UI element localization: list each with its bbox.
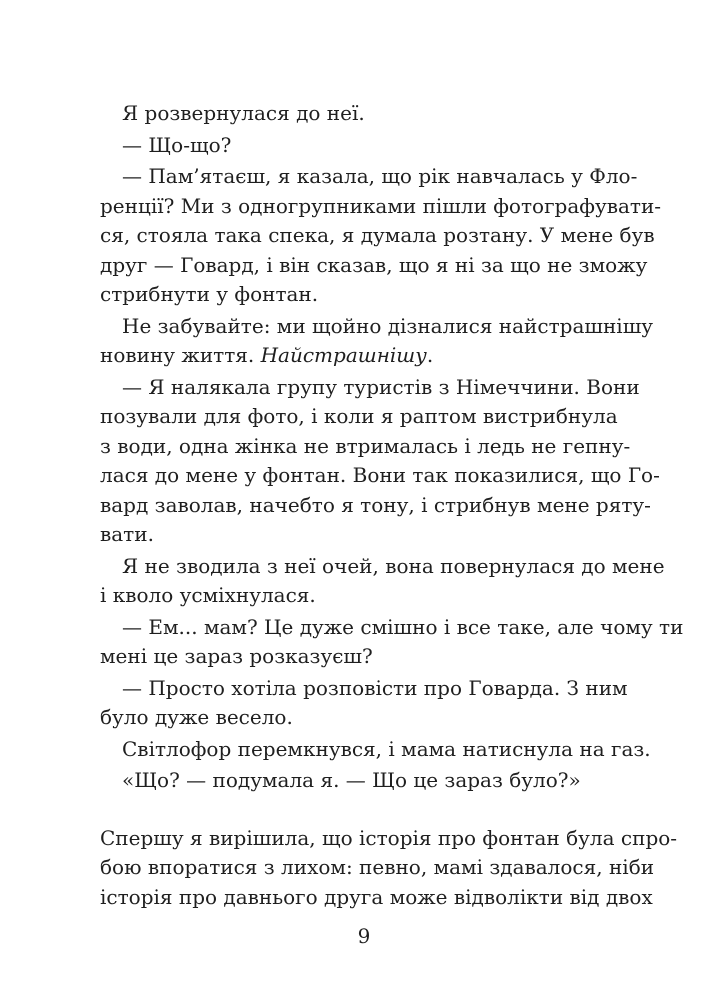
text-line: бою впоратися з лихом: певно, мамі здавалося, ніби — [100, 855, 655, 879]
paragraph — [100, 735, 651, 765]
text-line: вати. — [100, 522, 154, 546]
text-line: Не забувайте: ми щойно дізналися найстрашнішу — [122, 313, 654, 338]
text-line: Я розвернулася до неї. — [122, 101, 365, 125]
text-line: Світлофор перемкнувся, і мама натиснула на газ. — [122, 736, 651, 761]
page-number: 9 — [357, 924, 371, 948]
text-line: було дуже весело. — [100, 705, 293, 729]
text-line: Я не зводила з неї очей, вона повернулася до мене — [122, 553, 665, 578]
text-run: новину життя. — [100, 343, 255, 367]
text-line: — Що-що? — [122, 132, 232, 157]
text-run: . — [426, 343, 434, 367]
paragraph — [100, 373, 660, 550]
text-line: ренції? Ми з одногрупниками пішли фотографувати- — [100, 193, 662, 218]
text-line: вард заволав, начебто я тону, і стрибнув мене ряту- — [100, 492, 651, 517]
page-text — [100, 97, 684, 912]
text-line: Спершу я вирішила, що історія про фонтан була спро- — [100, 825, 678, 850]
text-line: — Пам’ятаєш, я казала, що рік навчалась у Фло- — [122, 164, 638, 188]
text-line: ся, стояла така спека, я думала розтану. У мене був — [100, 223, 655, 247]
text-line: історія про давнього друга може відволікти від двох — [100, 884, 653, 909]
text-line-mixed — [100, 341, 612, 371]
paragraph — [100, 824, 678, 913]
paragraph — [100, 162, 662, 310]
paragraph — [100, 552, 665, 611]
text-line: друг — Говард, і він сказав, що я ні за що не зможу — [100, 252, 648, 277]
paragraph — [100, 312, 654, 371]
paragraph — [100, 613, 684, 672]
text-line: з води, одна жінка не втрималась і ледь не гепну- — [100, 433, 631, 458]
paragraph — [100, 131, 612, 161]
text-line: — Просто хотіла розповісти про Говарда. З ним — [122, 675, 628, 700]
text-line: — Ем... мам? Це дуже смішно і все таке, але чому ти — [122, 614, 684, 639]
paragraph — [100, 766, 612, 796]
text-line: — Я налякала групу туристів з Німеччини. Вони — [122, 374, 640, 399]
text-line: лася до мене у фонтан. Вони так показилися, що Го- — [100, 463, 660, 487]
text-line: і кволо усміхнулася. — [100, 583, 316, 607]
paragraph — [100, 99, 612, 129]
text-line: стрибнути у фонтан. — [100, 282, 319, 306]
text-line: позували для фото, і коли я раптом вистрибнула — [100, 404, 618, 428]
text-line: «Що? — подумала я. — Що це зараз було?» — [122, 768, 581, 792]
paragraph — [100, 674, 628, 733]
italic-emphasis: Найстрашнішу — [260, 343, 427, 367]
text-line: мені це зараз розказуєш? — [100, 644, 373, 668]
